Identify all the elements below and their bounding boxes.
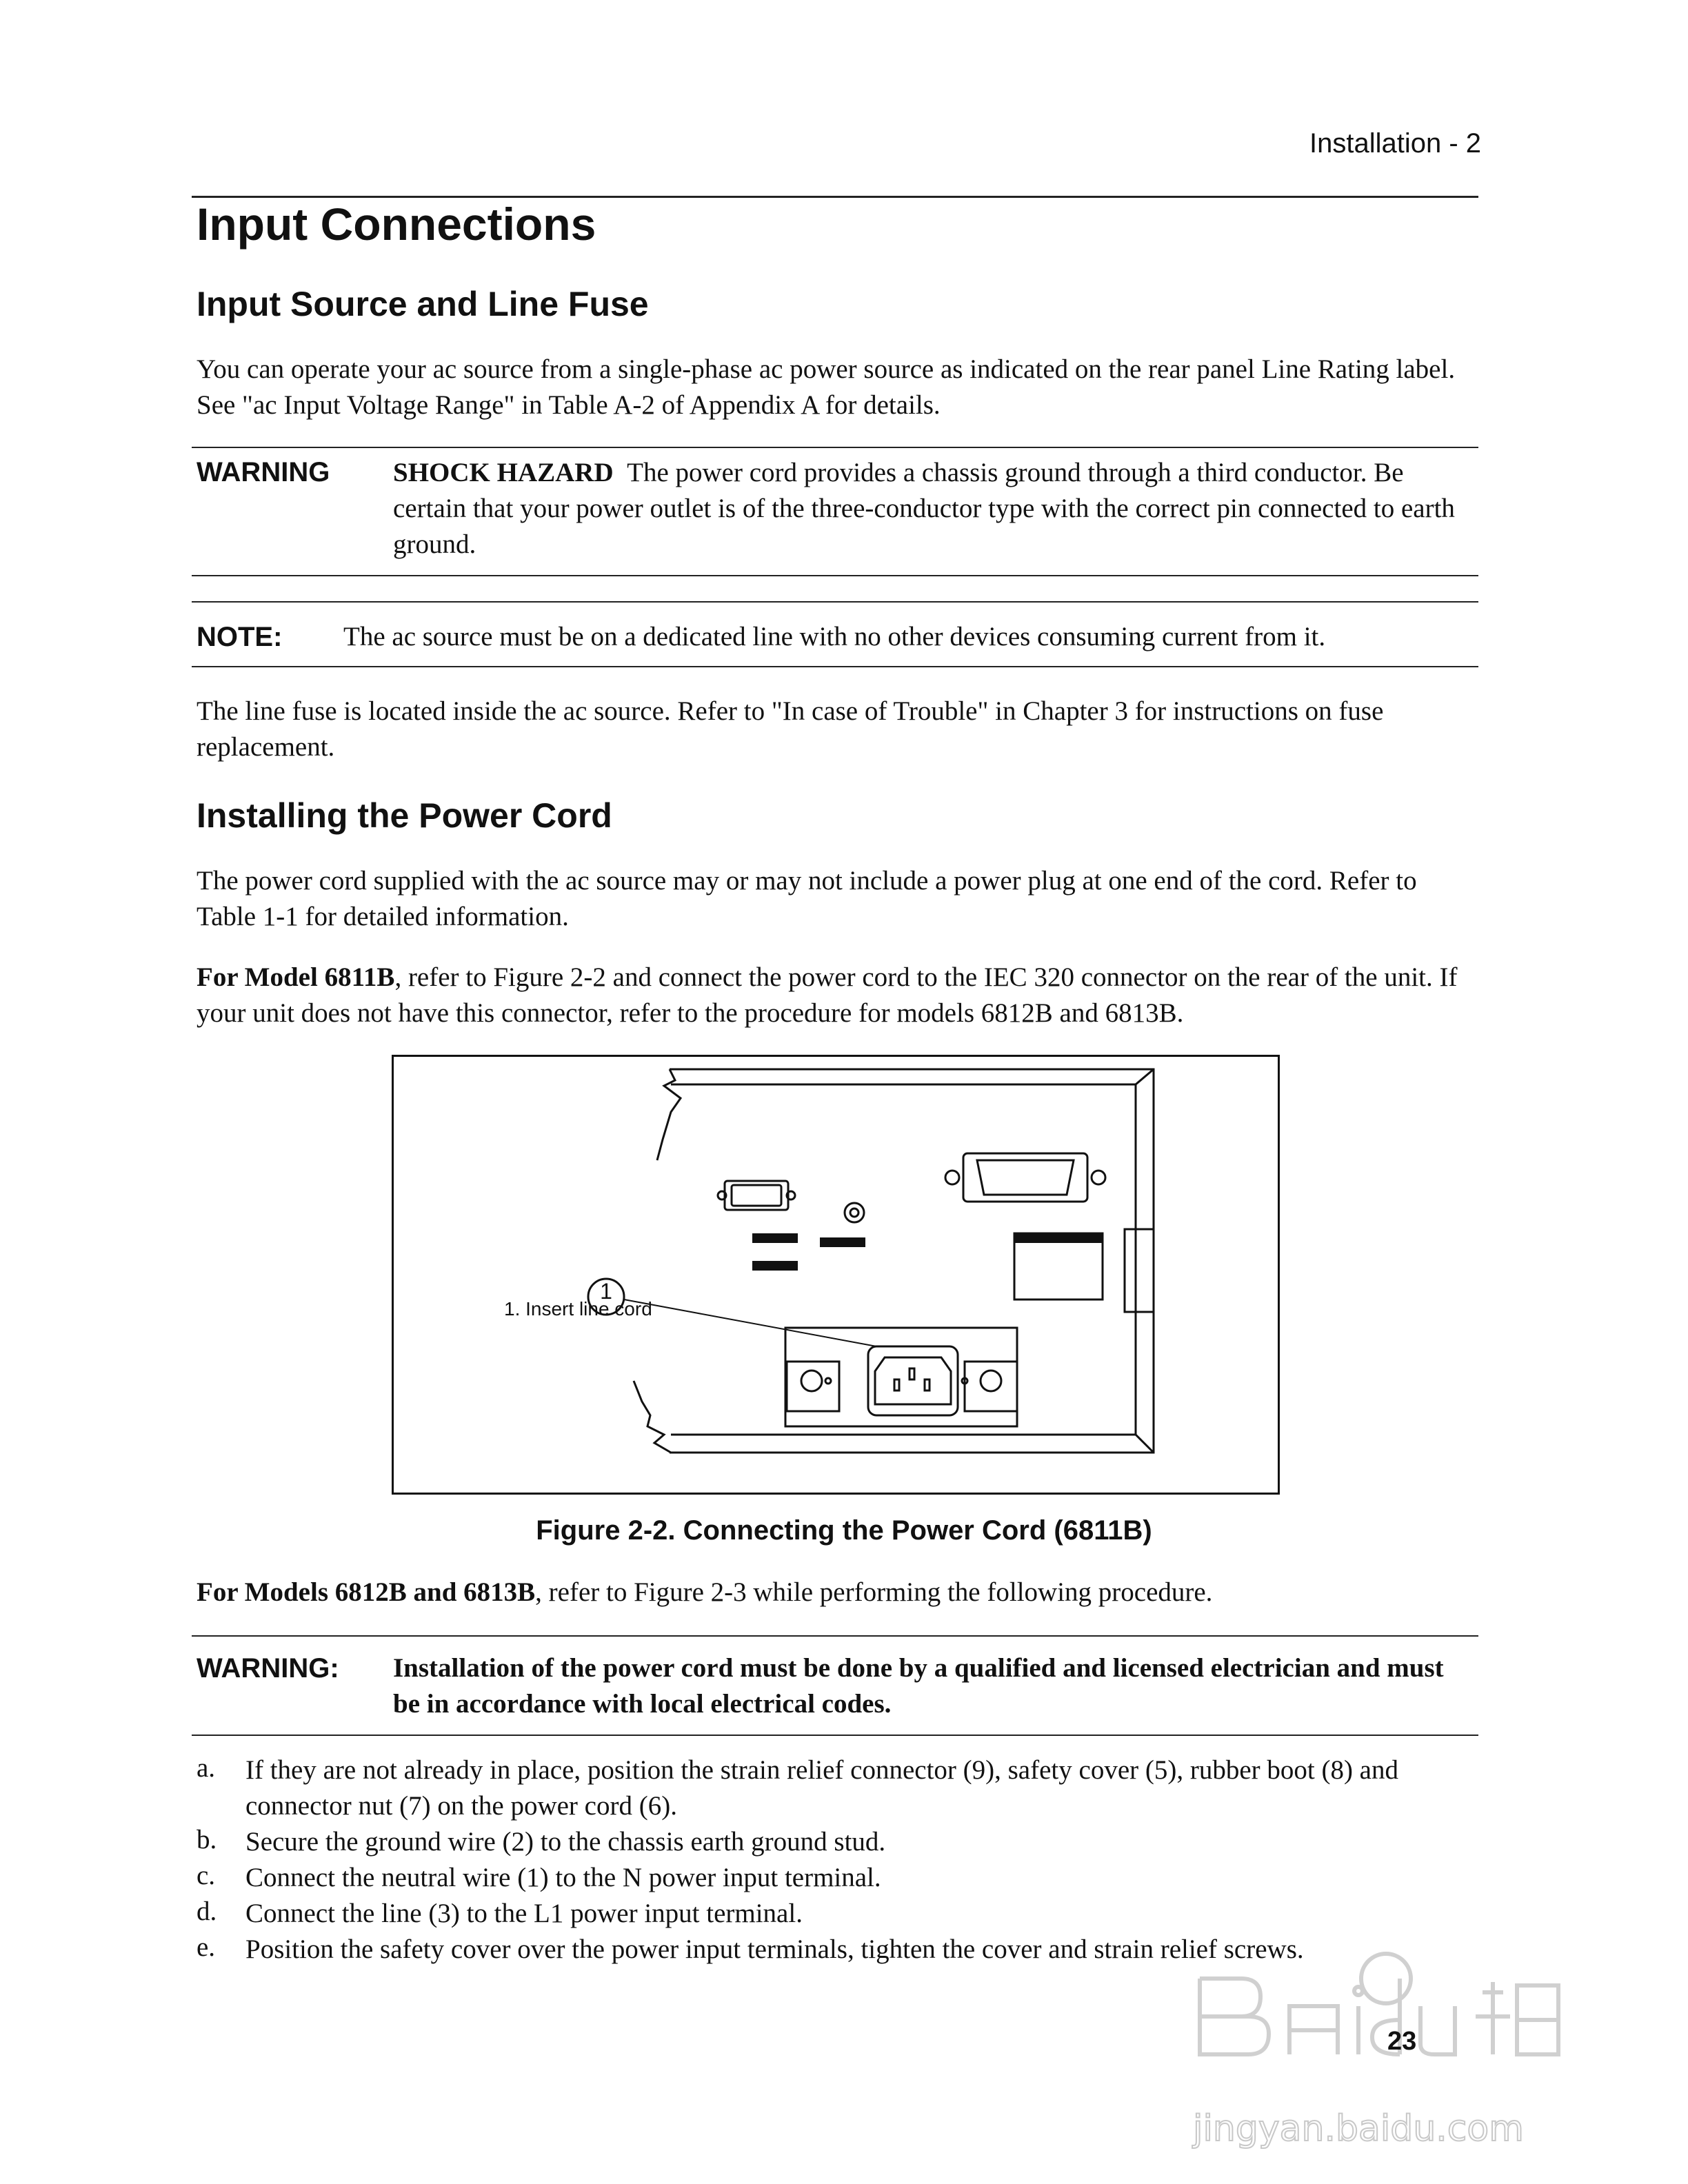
paragraph: The power cord supplied with the ac source may or may not include a power plug at one end of the cord. Refer to Table 1-1 for detailed information. [197, 866, 1417, 931]
paragraph: You can operate your ac source from a single-phase ac power source as indicated on the rear panel Line Rating label. See "ac Input Voltage Range" in Table A-2 of Appendix A for details. [197, 354, 1456, 420]
panel-label-2 [752, 1261, 798, 1271]
step-letter: b. [197, 1825, 217, 1854]
model-6811b-text: , refer to Figure 2-2 and connect the power cord to the IEC 320 connector on the rear of the unit. If your unit does not have this connector, refer to the procedure for models 6812B and 6813B. [197, 962, 1458, 1028]
panel-label-4 [1014, 1233, 1103, 1243]
step-text: Secure the ground wire (2) to the chassis earth ground stud. [245, 1827, 886, 1857]
paragraph [197, 960, 1479, 1031]
figure-callout-number: 1 [600, 1279, 612, 1304]
step-letter: d. [197, 1897, 217, 1926]
paragraph: The line fuse is located inside the ac source. Refer to "In case of Trouble" in Chapter 3 for instructions on fuse replacement. [197, 696, 1384, 762]
step-text: If they are not already in place, position the strain relief connector (9), safety cover (5), rubber boot (8) and connector nut (7) on the power cord (6). [245, 1755, 1398, 1821]
svg-text:jingyan.baidu.com: jingyan.baidu.com [1193, 2108, 1524, 2150]
warning-body [393, 455, 1469, 563]
baidu-watermark-logo [1172, 1951, 1600, 2161]
side-bracket [1125, 1229, 1154, 1312]
panel-label-1 [752, 1233, 798, 1243]
warning-bottom-rule [192, 575, 1478, 576]
section-heading-power-cord: Installing the Power Cord [197, 796, 612, 835]
section-heading-input-source: Input Source and Line Fuse [197, 285, 649, 323]
warning2-top-rule [192, 1635, 1478, 1637]
page-title: Input Connections [197, 199, 596, 250]
figure-caption: Figure 2-2. Connecting the Power Cord (6811B) [536, 1515, 1152, 1546]
page-number: 23 [1387, 2027, 1417, 2056]
torn-edge-top [657, 1069, 681, 1160]
note-bottom-rule [192, 666, 1478, 667]
warning-top-rule [192, 447, 1478, 448]
warning2-text: Installation of the power cord must be done by a qualified and licensed electrician and must be in accordance with local electrical codes. [393, 1653, 1444, 1719]
models-6812b-6813b-lead: For Models 6812B and 6813B [197, 1577, 536, 1607]
warning-text: The power cord provides a chassis ground through a third conductor. Be certain that your power outlet is of the three-conductor type with the correct pin connected to earth ground. [393, 458, 1455, 559]
step-letter: c. [197, 1861, 216, 1890]
note-top-rule [192, 601, 1478, 603]
callout-leader [624, 1300, 876, 1346]
label-box [1014, 1233, 1103, 1300]
warning2-label: WARNING: [197, 1653, 339, 1684]
chassis-outline [670, 1069, 1154, 1453]
paragraph [197, 1575, 1479, 1610]
running-header: Installation - 2 [1309, 128, 1481, 159]
rear-panel-drawing [394, 1057, 1278, 1493]
ground-stud [845, 1203, 864, 1222]
panel-label-3 [820, 1237, 865, 1247]
note-text: The ac source must be on a dedicated line with no other devices consuming current from it. [343, 622, 1326, 651]
models-6812b-6813b-text: , refer to Figure 2-3 while performing the following procedure. [535, 1577, 1213, 1607]
step-letter: e. [197, 1932, 216, 1962]
figure-2-2 [392, 1055, 1280, 1495]
figure-callout-label: 1. Insert line cord [504, 1298, 652, 1320]
step-text: Connect the line (3) to the L1 power input terminal. [245, 1899, 803, 1928]
torn-edge-bottom [634, 1381, 671, 1453]
chassis-inner [671, 1084, 1136, 1435]
warning-heading: SHOCK HAZARD [393, 458, 614, 487]
model-6811b-lead: For Model 6811B [197, 962, 395, 992]
step-text: Position the safety cover over the power input terminals, tighten the cover and strain relief screws. [245, 1934, 1304, 1964]
warning2-bottom-rule [192, 1735, 1478, 1736]
step-letter: a. [197, 1753, 216, 1783]
step-text: Connect the neutral wire (1) to the N power input terminal. [245, 1863, 881, 1892]
warning-label: WARNING [197, 457, 330, 487]
note-label: NOTE: [197, 622, 283, 652]
